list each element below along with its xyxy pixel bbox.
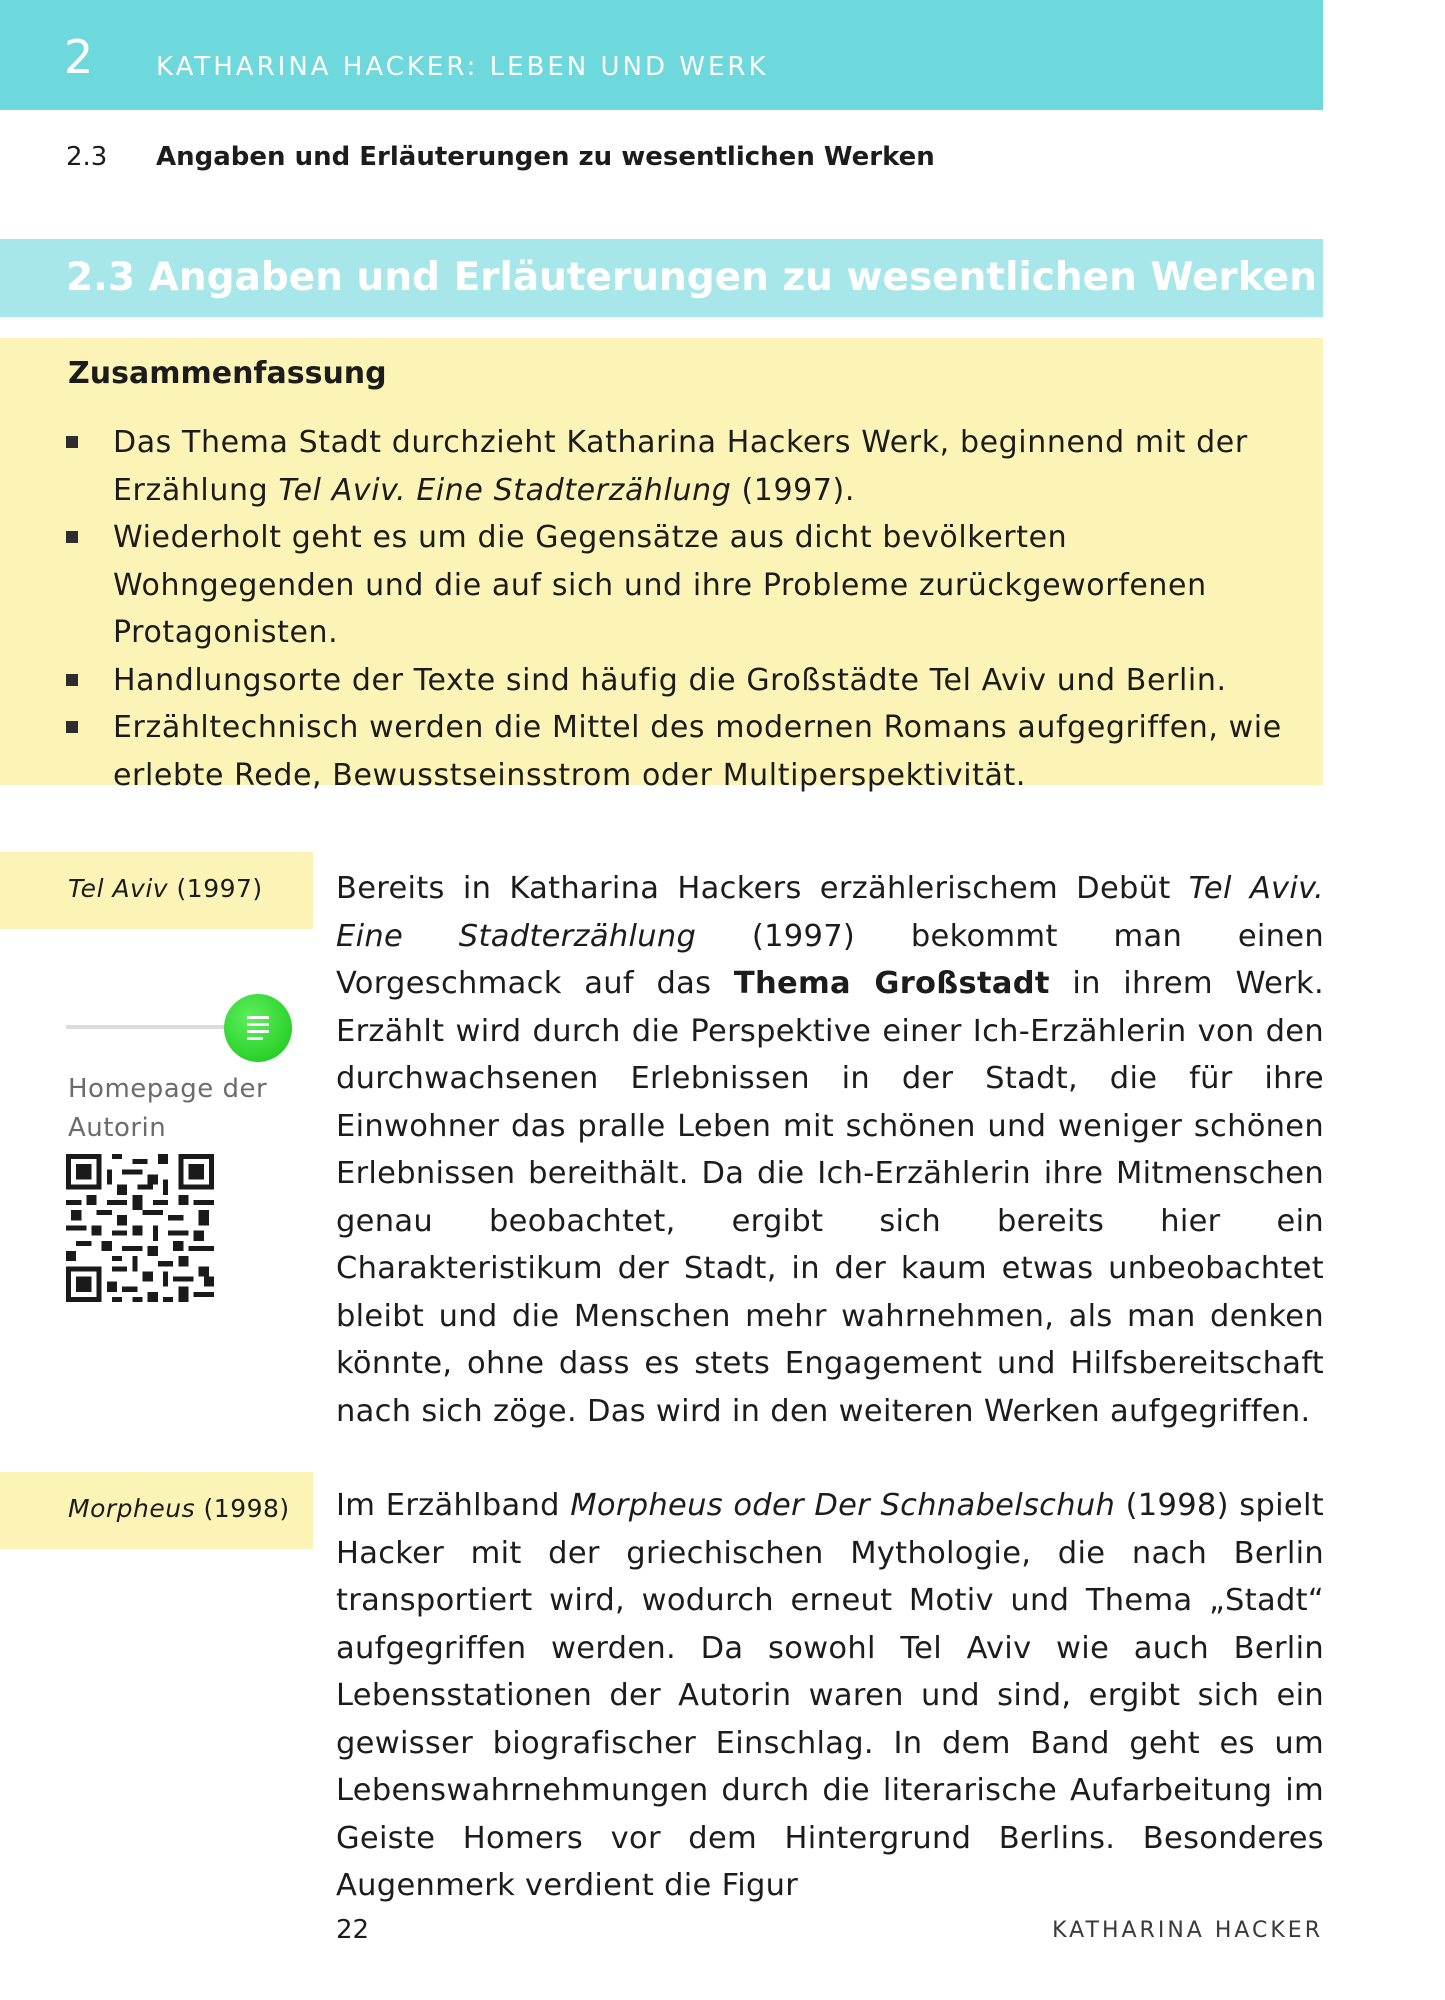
margin-tag-tel-aviv [0, 852, 313, 929]
qr-code-icon[interactable] [66, 1154, 214, 1302]
summary-item-text: Handlungsorte der Texte sind häufig die Großstädte Tel Aviv und Berlin. [113, 662, 1227, 698]
summary-item [66, 657, 1316, 705]
summary-item [66, 704, 1316, 799]
chapter-number: 2 [64, 30, 94, 84]
section-heading: 2.3 Angaben und Erläuterungen zu wesentlichen Werken [66, 255, 1317, 300]
square-bullet-icon [66, 531, 78, 543]
footer-author: KATHARINA HACKER [1052, 1918, 1323, 1943]
summary-item-text: Das Thema Stadt durchzieht Katharina Hackers Werk, beginnend mit der Erzählung Tel Aviv. Eine Stadterzählung (1997). [113, 425, 1248, 508]
summary-list [66, 419, 1316, 799]
summary-item [66, 514, 1316, 657]
margin-tag-label: Morpheus (1998) [68, 1494, 290, 1523]
homepage-slider-track [66, 1025, 246, 1029]
paragraph-tel-aviv: Bereits in Katharina Hackers erzählerischem Debüt Tel Aviv. Eine Stadterzählung (1997) bekommt man einen Vorgeschmack auf das Thema Großstadt in ihrem Werk. Erzählt wird durch die Perspektive einer Ich-Erzählerin von den durchwachsenen Erlebnissen in der Stadt, die für ihre Einwohner das pralle Leben mit schönen und weniger schönen Erlebnissen bereithält. Da die Ich-Erzählerin ihre Mitmenschen genau beobachtet, ergibt sich bereits hier ein Charakteristikum der Stadt, in der kaum etwas unbeobachtet bleibt und die Menschen mehr wahrnehmen, als man denken könnte, ohne dass es stets Engagement und Hilfsbereitschaft nach sich zöge. Das wird in den weiteren Werken aufgegriffen. [336, 871, 1324, 1429]
summary-item-text: Wiederholt geht es um die Gegensätze aus dicht bevölkerten Wohngegenden und die auf sich und ihre Probleme zurückgeworfenen Protagonisten. [113, 520, 1207, 650]
margin-tag-morpheus [0, 1472, 313, 1549]
summary-item [66, 419, 1316, 514]
page-number: 22 [336, 1915, 370, 1945]
homepage-label: Homepage der Autorin [68, 1074, 268, 1143]
square-bullet-icon [66, 721, 78, 733]
paragraph-morpheus: Im Erzählband Morpheus oder Der Schnabelschuh (1998) spielt Hacker mit der griechischen Mythologie, die nach Berlin transportiert wird, wodurch erneut Motiv und Thema „Stadt“ aufgegriffen werden. Da sowohl Tel Aviv wie auch Berlin Lebensstationen der Autorin waren und sind, ergibt sich ein gewisser biografischer Einschlag. In dem Band geht es um Lebenswahrnehmungen durch die literarische Aufarbeitung im Geiste Homers vor dem Hintergrund Berlins. Besonderes Augenmerk verdient die Figur [336, 1488, 1324, 1903]
summary-item-text: Erzähltechnisch werden die Mittel des modernen Romans aufgegriffen, wie erlebte Rede, Bewusstseinsstrom oder Multiperspektivität. [113, 710, 1282, 793]
running-section-number: 2.3 [66, 142, 108, 172]
summary-title: Zusammenfassung [68, 356, 387, 391]
homepage-link-button[interactable] [224, 994, 292, 1062]
square-bullet-icon [66, 436, 78, 448]
square-bullet-icon [66, 674, 78, 686]
margin-tag-label: Tel Aviv (1997) [68, 874, 263, 903]
running-section-title: Angaben und Erläuterungen zu wesentlichen Werken [156, 142, 935, 172]
chapter-title: KATHARINA HACKER: LEBEN UND WERK [156, 52, 769, 82]
